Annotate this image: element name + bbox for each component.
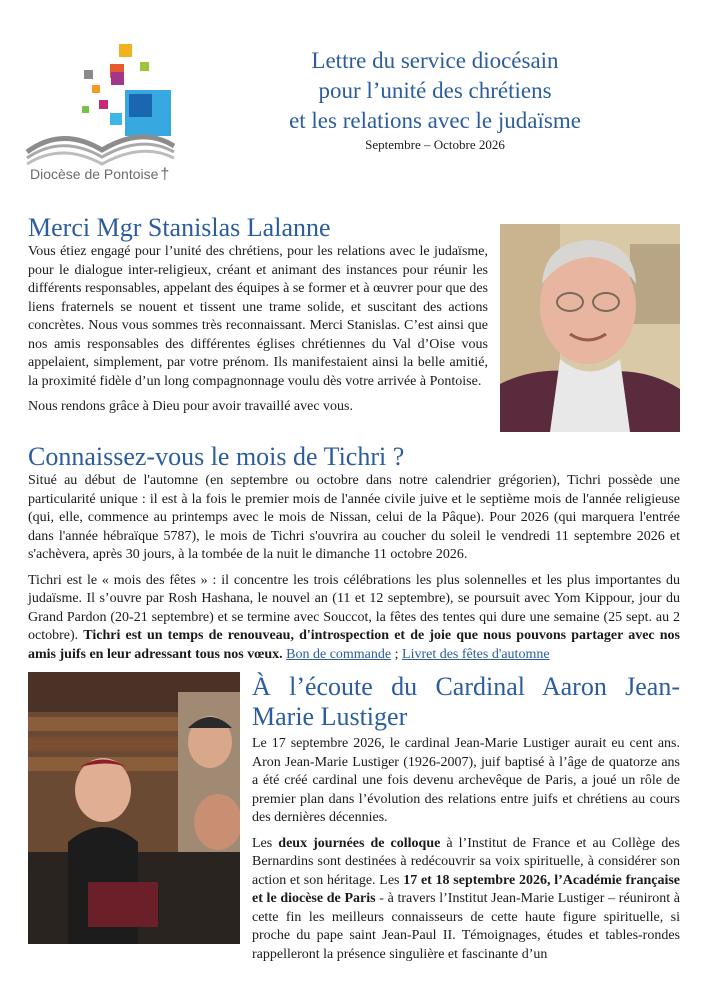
lustiger-p2-bold-1: deux journées de colloque [278,835,441,851]
section-merci-title: Merci Mgr Stanislas Lalanne [28,213,331,242]
cardinal-lustiger-photo [28,672,240,944]
tichri-para-2-text: Tichri est le « mois des fêtes » : il concentre les trois célébrations les plus solennelles et les plus importantes du judaïsme. Il s’ouvre par Rosh Hashana, le nouvel an (11 et 12 septembre), se poursuit avec Yom Kippour, jour du Grand Pardon (20-21 septembre) et se termine avec Souccot, la fêtes des tentes qui dure une semaine (25 sept. au 2 octobre). [28,572,680,643]
logo-label: Diocèse de Pontoise [30,166,159,182]
section-merci-para-1: Vous étiez engagé pour l’unité des chrétiens, pour les relations avec le judaïsme, pour le dialogue inter-religieux, créant et animant des instances pour réunir les différents responsables, appelant des équipes à se former et à œuvrer pour que des liens fraternels se nouent et tissent une trame solide, et suscitant des actions concrètes. Nous vous sommes très reconnaissant. Merci Stanislas. C’est ainsi que nos amis responsables des différentes églises chrétiennes du Val d’Oise vous appelaient, simplement, par votre prénom. Ils manifestaient ainsi la belle amitié, la proximité fidèle d’un long compagnonnage voulu dès votre arrivée à Pontoise. [28,244,488,389]
section-merci [28,213,488,417]
section-lustiger [252,672,680,964]
newsletter-header [240,46,630,153]
lustiger-p2-c: à l’Institut de France et au Collège des Bernardins sont destinées à redécouvrir sa voix spirituelle, à considérer son action et son héritage. Les [252,835,681,888]
header-title-line-2: pour l’unité des chrétiens [318,78,552,103]
cross-icon: † [160,166,170,183]
logo-text [30,166,169,184]
lustiger-p2-e: - à travers l’Institut Jean-Marie Lustiger – réuniront à cette fin les meilleurs connaisseurs de cette haute figure spirituelle, si proche du pape saint Jean-Paul II. Témoignages, études et tables-rondes rappelleront la présence singulière et fascinante d’un [252,891,680,962]
section-lustiger-para-2 [252,835,680,965]
section-tichri-title: Connaissez-vous le mois de Tichri ? [28,442,405,471]
section-tichri-para-1: Situé au début de l'automne (en septembre ou octobre dans notre calendrier grégorien), Tichri possède une particularité unique : il est à la fois le premier mois de l'année civile juive et le septième mois de l'année religieuse (qui, elle, commence au printemps avec le mois de Nissan, celui de la Pâque). Pour 2026 (qui marquera l'entrée dans l'année hébraïque 5787), le mois de Tichri s'ouvrira au coucher du soleil le vendredi 11 septembre 2026 et s'achèvera, après 30 jours, à la tombée de la nuit le dimanche 11 octobre 2026. [28,473,680,562]
lustiger-p2-bold-2: 17 et 18 septembre 2026, l’Académie française et le diocèse de Paris [252,872,680,906]
bishop-portrait-photo [500,224,680,432]
order-form-link[interactable]: Bon de commande [286,646,392,662]
header-title-line-1: Lettre du service diocésain [311,48,559,73]
autumn-booklet-link[interactable]: Livret des fêtes d'automne [402,646,550,662]
section-lustiger-para-1: Le 17 septembre 2026, le cardinal Jean-Marie Lustiger aurait eu cent ans. Aron Jean-Marie Lustiger (1926-2007), juif baptisé à l’âge de quatorze ans a été créé cardinal une fois devenu archevêque de Paris, a joué un rôle de premier plan dans l’évolution des relations entre juifs et chrétiens au cours des dernières décennies. [252,736,680,825]
header-date: Septembre – Octobre 2026 [365,137,505,152]
link-separator: ; [394,646,399,662]
tichri-para-2-bold: Tichri est un temps de renouveau, d'introspection et de joie que nous pouvons partager avec nos amis juifs en leur adressant tous nos vœux. [28,628,680,662]
lustiger-p2-a: Les [252,835,279,851]
section-merci-para-2: Nous rendons grâce à Dieu pour avoir travaillé avec vous. [28,399,353,414]
header-title-line-3: et les relations avec le judaïsme [289,108,581,133]
section-tichri [28,442,680,664]
section-tichri-para-2 [28,572,680,665]
section-lustiger-title: À l’écoute du Cardinal Aaron Jean-Marie Lustiger [252,672,680,731]
